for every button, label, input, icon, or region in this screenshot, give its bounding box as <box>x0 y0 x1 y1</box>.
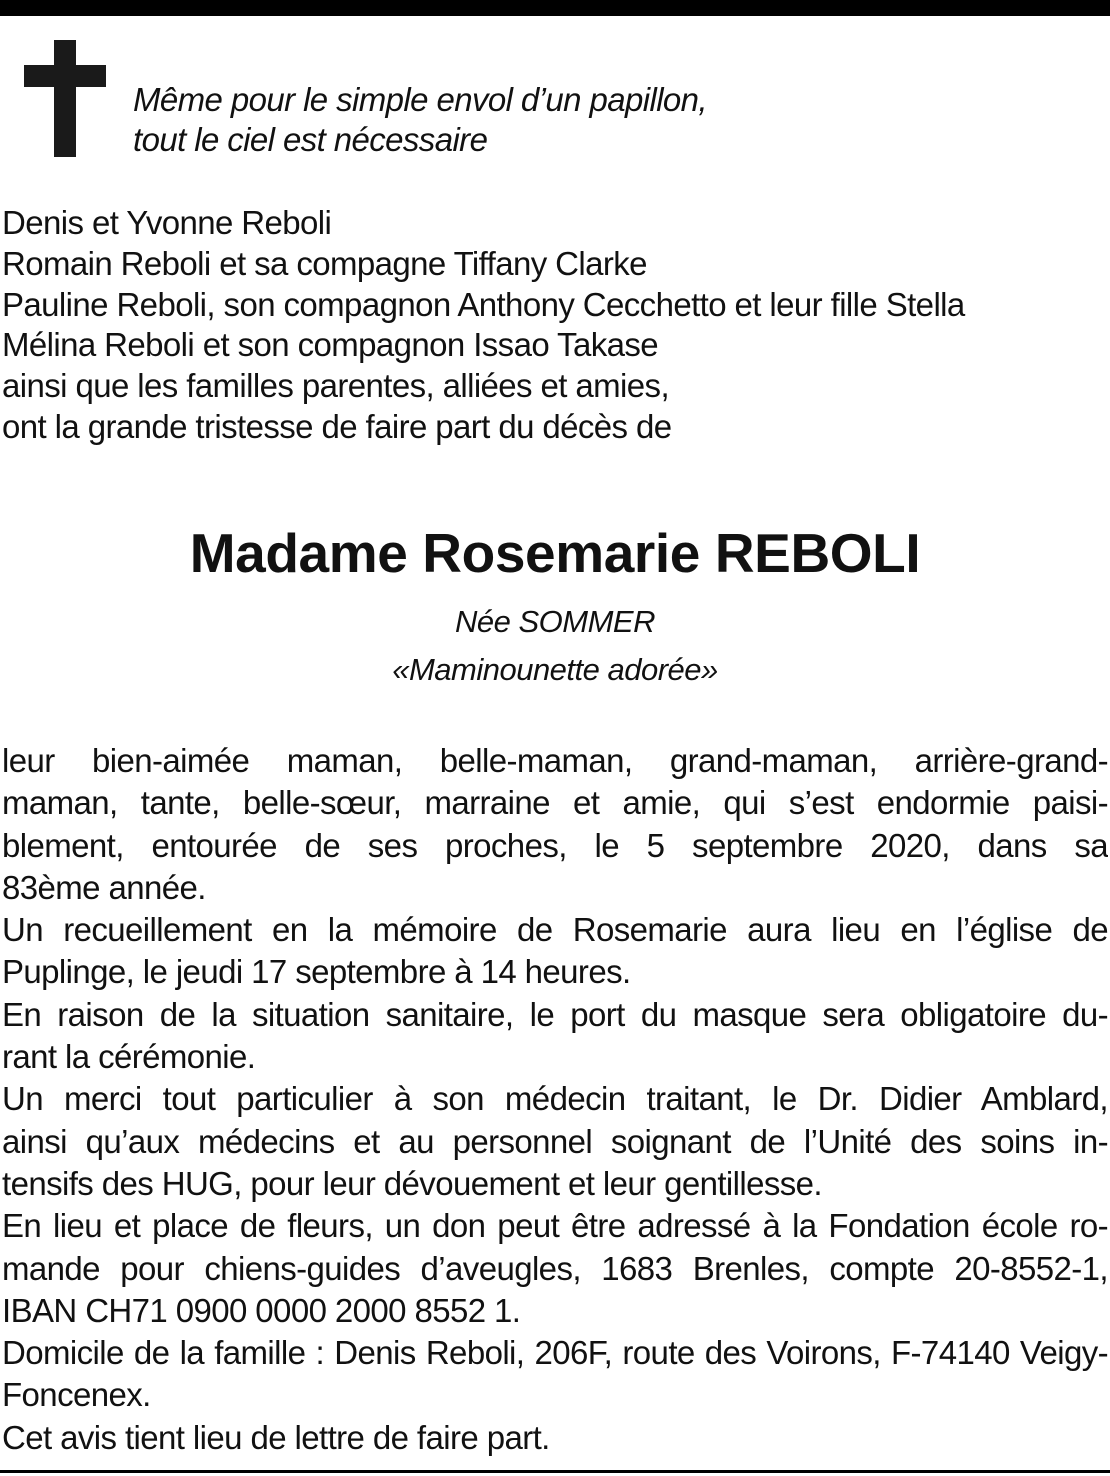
nickname: «Maminounette adorée» <box>392 652 718 687</box>
family-list <box>2 203 965 448</box>
family-line: ainsi que les familles parentes, alliées et amies, <box>2 367 670 405</box>
deceased-name: Madame Rosemarie REBOLI <box>189 522 921 584</box>
top-rule <box>0 0 1110 16</box>
family-line: Romain Reboli et sa compagne Tiffany Clarke <box>2 244 647 282</box>
epigraph <box>133 80 707 160</box>
family-line: Pauline Reboli, son compagnon Anthony Cecchetto et leur fille Stella <box>2 285 965 323</box>
bottom-rule <box>0 1470 1110 1473</box>
body-line: rant la cérémonie. <box>2 1038 256 1076</box>
body-line: tensifs des HUG, pour leur dévouement et leur gentillesse. <box>2 1164 822 1202</box>
body-line: Domicile de la famille : Denis Reboli, 206F, route des Voirons, F-74140 Veigy- <box>2 1334 1108 1372</box>
epigraph-line: Même pour le simple envol d’un papillon, <box>133 81 707 118</box>
body-line: Un merci tout particulier à son médecin traitant, le Dr. Didier Amblard, <box>2 1080 1108 1118</box>
announcement-body <box>2 740 1108 1459</box>
body-line: Cet avis tient lieu de lettre de faire part. <box>2 1418 550 1456</box>
body-line: Un recueillement en la mémoire de Rosemarie aura lieu en l’église de <box>2 911 1108 949</box>
body-line: 83ème année. <box>2 868 206 906</box>
maiden-name: Née SOMMER <box>455 604 655 639</box>
body-line: IBAN CH71 0900 0000 2000 8552 1. <box>2 1291 521 1329</box>
family-line: Denis et Yvonne Reboli <box>2 204 332 241</box>
body-line: Foncenex. <box>2 1376 151 1414</box>
body-line: leur bien-aimée maman, belle-maman, grand-maman, arrière-grand- <box>2 742 1108 779</box>
cross-icon <box>24 40 106 157</box>
family-line: Mélina Reboli et son compagnon Issao Takase <box>2 326 659 364</box>
family-line: ont la grande tristesse de faire part du décès de <box>2 407 672 445</box>
body-line: mande pour chiens-guides d’aveugles, 1683 Brenles, compte 20-8552-1, <box>2 1249 1108 1287</box>
body-line: En raison de la situation sanitaire, le port du masque sera obligatoire du- <box>2 995 1108 1033</box>
body-line: En lieu et place de fleurs, un don peut être adressé à la Fondation école ro- <box>2 1207 1108 1245</box>
epigraph-line: tout le ciel est nécessaire <box>133 121 488 158</box>
body-line: ainsi qu’aux médecins et au personnel soignant de l’Unité des soins in- <box>2 1122 1108 1160</box>
body-line: Puplinge, le jeudi 17 septembre à 14 heures. <box>2 953 631 991</box>
cross-horizontal-bar <box>24 65 106 87</box>
body-line: blement, entourée de ses proches, le 5 septembre 2020, dans sa <box>2 826 1108 864</box>
cross-vertical-bar <box>54 40 76 157</box>
body-line: maman, tante, belle-sœur, marraine et amie, qui s’est endormie paisi- <box>2 784 1108 822</box>
